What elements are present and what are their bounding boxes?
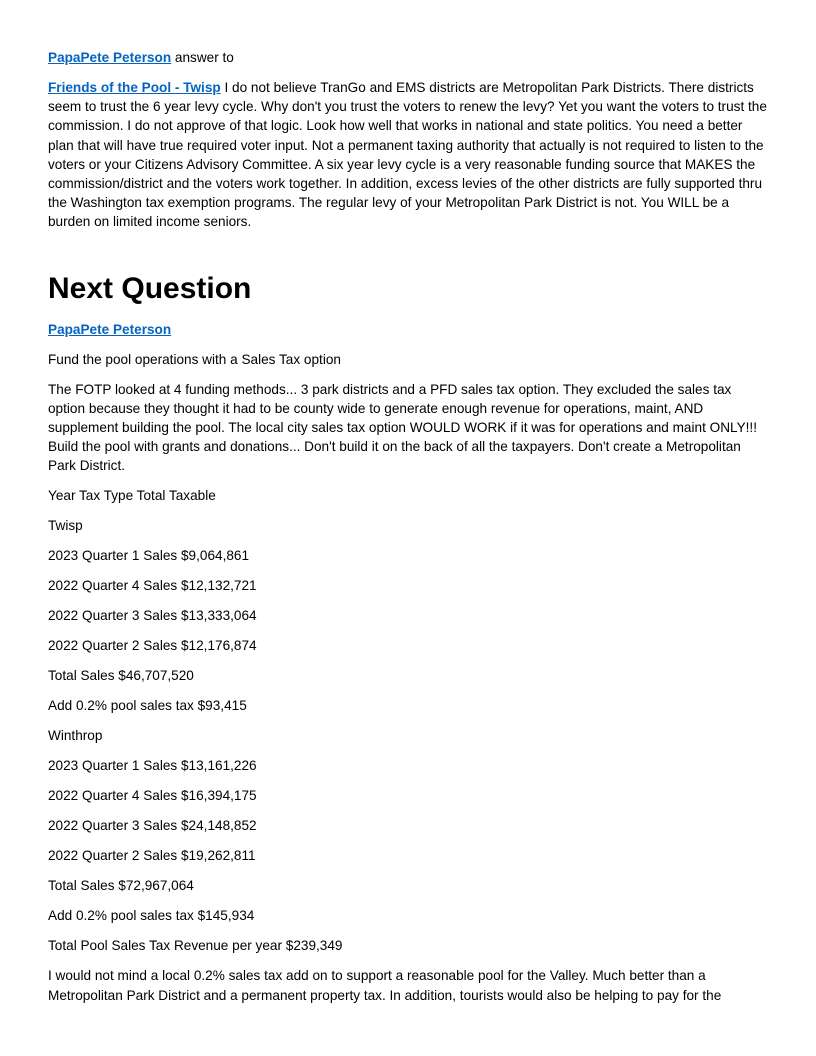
twisp-row: 2022 Quarter 4 Sales $12,132,721	[48, 578, 257, 594]
winthrop-row: 2022 Quarter 3 Sales $24,148,852	[48, 818, 257, 834]
grand-total: Total Pool Sales Tax Revenue per year $239,349	[48, 938, 343, 954]
twisp-label: Twisp	[48, 518, 83, 534]
twisp-row: 2022 Quarter 2 Sales $12,176,874	[48, 638, 257, 654]
winthrop-row: 2022 Quarter 2 Sales $19,262,811	[48, 848, 256, 864]
quoted-link[interactable]: Friends of the Pool - Twisp	[48, 80, 221, 95]
winthrop-row: 2023 Quarter 1 Sales $13,161,226	[48, 758, 257, 774]
table-header: Year Tax Type Total Taxable	[48, 488, 216, 504]
winthrop-total: Total Sales $72,967,064	[48, 878, 194, 894]
reply-body: I do not believe TranGo and EMS districts are Metropolitan Park Districts. There districts seem to trust the 6 year levy cycle. Why don't you trust the voters to renew the levy? Yet you want the voters to trust the commission. I do not approve of that logic. Look how well that works in national and state politics. You need a better plan that will have true required voter input. Not a permanent taxing authority that actually is not required to listen to the voters or your Citizens Advisory Committee. A six year levy cycle is a very reasonable funding source that MAKES the commission/district and the voters work together. In addition, excess levies of the other districts are fully supported thru the Washington tax exemption programs. The regular levy of your Metropolitan Park District is not. You WILL be a burden on limited income seniors.	[48, 80, 767, 230]
winthrop-label: Winthrop	[48, 728, 103, 744]
reply-answer-to: answer to	[171, 50, 234, 65]
twisp-row: 2023 Quarter 1 Sales $9,064,861	[48, 548, 250, 564]
twisp-row: 2022 Quarter 3 Sales $13,333,064	[48, 608, 257, 624]
question-author	[48, 320, 770, 339]
section-heading: Next Question	[48, 271, 252, 305]
reply-header	[48, 48, 770, 67]
question-title: Fund the pool operations with a Sales Tax option	[48, 351, 341, 367]
closing-paragraph: I would not mind a local 0.2% sales tax add on to support a reasonable pool for the Valley. Much better than a Metropolitan Park District and a permanent property tax. In addition, tourists would also be helping to pay for the	[48, 968, 722, 1003]
twisp-pool-tax: Add 0.2% pool sales tax $93,415	[48, 698, 247, 714]
reply-author-link[interactable]: PapaPete Peterson	[48, 50, 172, 65]
twisp-total: Total Sales $46,707,520	[48, 668, 194, 684]
winthrop-pool-tax: Add 0.2% pool sales tax $145,934	[48, 908, 255, 924]
winthrop-row: 2022 Quarter 4 Sales $16,394,175	[48, 788, 257, 804]
question-author-link[interactable]: PapaPete Peterson	[48, 321, 172, 337]
document-content	[48, 48, 770, 1016]
reply-paragraph	[48, 78, 770, 232]
question-intro: The FOTP looked at 4 funding methods... 3 park districts and a PFD sales tax option. They excluded the sales tax option because they thought it had to be county wide to generate enough revenue for operations, maint, AND supplement building the pool. The local city sales tax option WOULD WORK if it was for operations and maint ONLY!!! Build the pool with grants and donations... Don't build it on the back of all the taxpayers. Don't create a Metropolitan Park District.	[48, 381, 757, 474]
